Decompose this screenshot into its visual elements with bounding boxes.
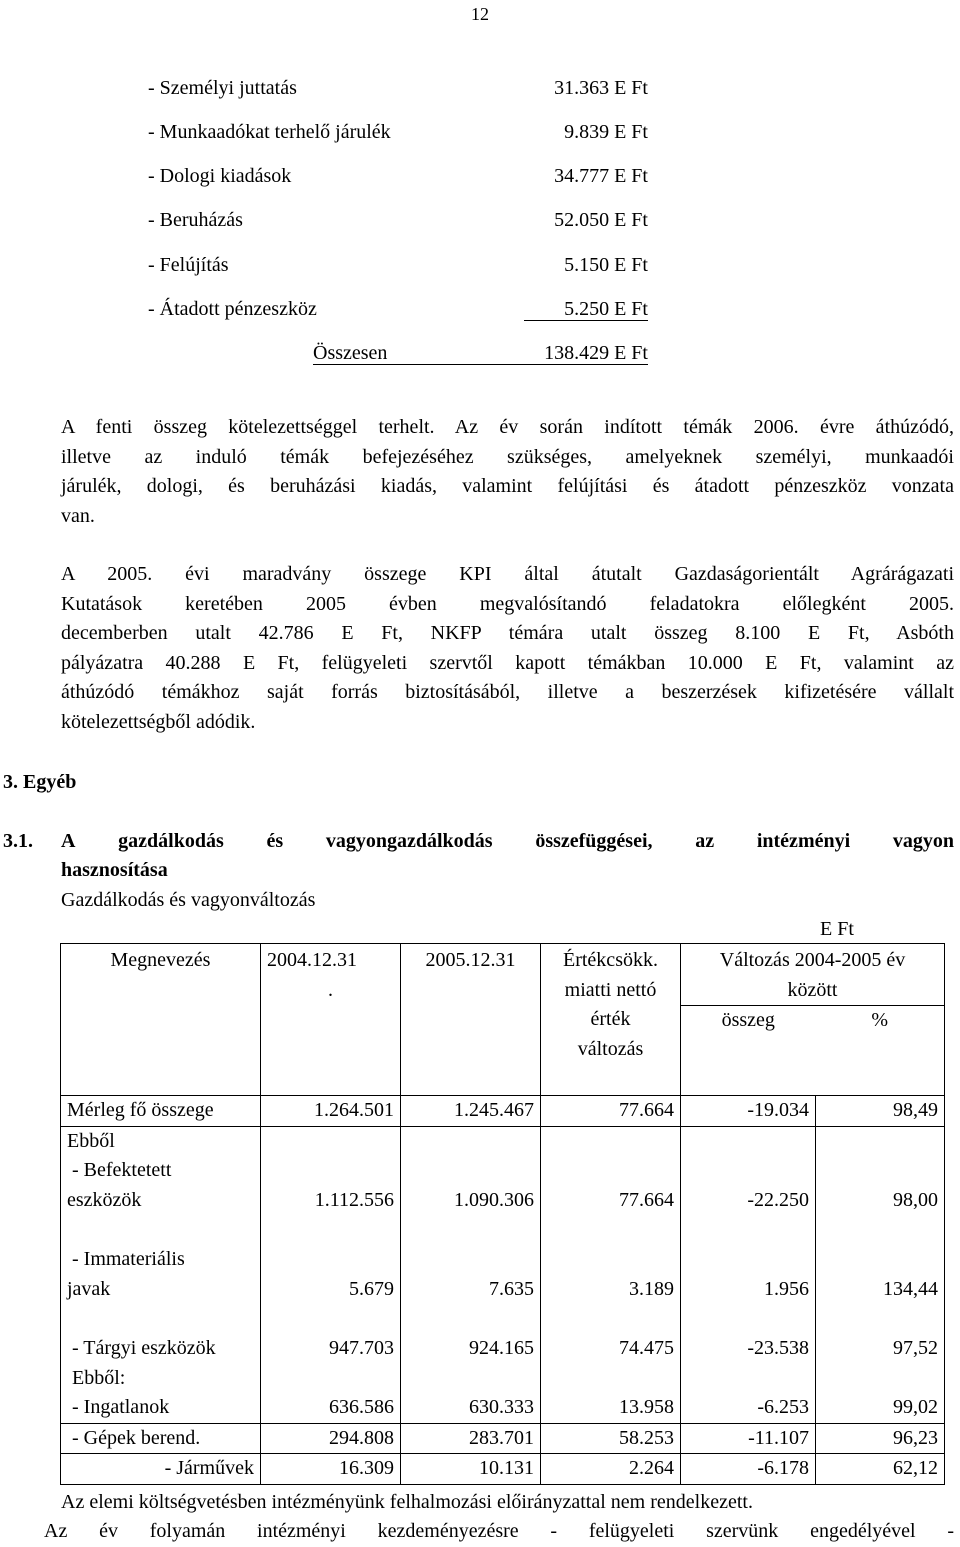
expense-total-label: Összesen <box>313 342 388 364</box>
header-cell: Értékcsökk. <box>563 949 658 971</box>
cell-2005: 630.333 <box>401 1364 541 1424</box>
row-label <box>61 1215 261 1304</box>
cell-2005: 1.245.467 <box>401 1096 541 1127</box>
expense-amount: 52.050 E Ft <box>554 209 648 231</box>
cell-pct: 62,12 <box>816 1454 945 1485</box>
table-row <box>61 1304 945 1364</box>
title-word: összefüggései, <box>535 830 653 852</box>
paragraph-line: decemberben utalt 42.786 E Ft, NKFP témára utalt összeg 8.100 E Ft, Asbóth <box>61 622 954 644</box>
expense-total-row <box>148 341 648 367</box>
subsection-title-line <box>61 829 954 853</box>
cell-pct: 98,49 <box>816 1096 945 1127</box>
header-cell: % <box>871 1009 889 1031</box>
paragraph-commitments <box>61 413 954 531</box>
row-label-line: Ebből: <box>67 1366 126 1389</box>
cell-writedown: 58.253 <box>541 1423 681 1454</box>
paragraph-line: Kutatások keretében 2005 évben megvalósítandó feladatokra előlegként 2005. <box>61 592 954 615</box>
table-header-row <box>61 944 945 1006</box>
header-change-amount <box>681 1006 816 1096</box>
table-row <box>61 1454 945 1485</box>
header-name <box>61 944 261 1096</box>
header-cell: . <box>328 978 333 1001</box>
cell-2004: 16.309 <box>261 1454 401 1485</box>
cell-pct: 98,00 <box>816 1126 945 1215</box>
title-word: gazdálkodás <box>118 830 224 852</box>
total-rule <box>313 364 648 365</box>
table-row <box>61 1096 945 1127</box>
cell-writedown: 2.264 <box>541 1454 681 1485</box>
table-row <box>61 1364 945 1424</box>
expense-row <box>148 76 648 102</box>
header-cell: érték <box>590 1008 631 1030</box>
paragraph-line: illetve az induló témák befejezéséhez szükséges, amelyeknek személyi, munkaadói <box>61 445 954 468</box>
cell-2004: 636.586 <box>261 1364 401 1424</box>
expense-amount: 5.250 E Ft <box>564 298 648 320</box>
expense-row <box>148 208 648 234</box>
header-change <box>681 944 945 1006</box>
cell-2005: 1.090.306 <box>401 1126 541 1215</box>
expense-amount: 34.777 E Ft <box>554 165 648 187</box>
table-row <box>61 1215 945 1304</box>
title-word: vagyongazdálkodás <box>325 830 493 852</box>
expense-label: - Átadott pénzeszköz <box>148 298 317 320</box>
unit-label: E Ft <box>820 918 854 940</box>
cell-2004: 5.679 <box>261 1215 401 1304</box>
sum-rule <box>524 320 648 321</box>
footer-paragraph <box>44 1517 954 1547</box>
paragraph-line: van. <box>61 504 95 527</box>
cell-pct: 134,44 <box>816 1215 945 1304</box>
cell-2005: 7.635 <box>401 1215 541 1304</box>
cell-amount: -22.250 <box>681 1126 816 1215</box>
expense-row <box>148 297 648 323</box>
header-2005 <box>401 944 541 1096</box>
section-heading: 3. Egyéb <box>3 771 77 793</box>
subsection-number: 3.1. <box>3 830 33 852</box>
cell-writedown: 77.664 <box>541 1126 681 1215</box>
header-2004 <box>261 944 401 1096</box>
cell-pct: 96,23 <box>816 1423 945 1454</box>
paragraph-line: járulék, dologi, és beruházási kiadás, valamint felújítási és átadott pénzeszköz vonzata <box>61 475 954 497</box>
cell-pct: 97,52 <box>816 1304 945 1364</box>
cell-writedown: 74.475 <box>541 1304 681 1364</box>
header-cell: miatti nettó <box>564 978 657 1001</box>
expense-label: - Munkaadókat terhelő járulék <box>148 121 391 143</box>
cell-2004: 1.112.556 <box>261 1126 401 1215</box>
title-word: A <box>61 830 76 852</box>
paragraph-line: Az év folyamán intézményi kezdeményezésre - felügyeleti szervünk engedélyével - <box>44 1520 954 1542</box>
header-cell: között <box>787 978 838 1001</box>
header-cell: változás <box>577 1037 644 1060</box>
footer-paragraph <box>61 1488 954 1518</box>
cell-2004: 294.808 <box>261 1423 401 1454</box>
expense-label: - Dologi kiadások <box>148 165 292 187</box>
cell-writedown: 3.189 <box>541 1215 681 1304</box>
header-cell: összeg <box>721 1009 775 1031</box>
subsection-subtitle: Gazdálkodás és vagyonváltozás <box>61 889 316 911</box>
paragraph-line: pályázatra 40.288 E Ft, felügyeleti szervtől kapott témákban 10.000 E Ft, valamint az <box>61 651 954 674</box>
row-label <box>61 1126 261 1215</box>
header-writedown <box>541 944 681 1096</box>
row-label <box>61 1454 261 1485</box>
title-word: vagyon <box>892 830 954 852</box>
expense-total-amount: 138.429 E Ft <box>544 342 648 364</box>
title-word: és <box>266 830 284 852</box>
cell-amount: -23.538 <box>681 1304 816 1364</box>
cell-2005: 924.165 <box>401 1304 541 1364</box>
paragraph-remainder <box>61 560 954 737</box>
row-label-line: Mérleg fő összege <box>67 1099 214 1121</box>
cell-amount: -11.107 <box>681 1423 816 1454</box>
cell-2004: 1.264.501 <box>261 1096 401 1127</box>
cell-amount: -6.253 <box>681 1364 816 1424</box>
cell-writedown: 13.958 <box>541 1364 681 1424</box>
row-label <box>61 1364 261 1424</box>
row-label-line: - Immateriális <box>67 1248 185 1270</box>
title-word: az <box>695 830 715 852</box>
row-label <box>61 1096 261 1127</box>
table-row <box>61 1423 945 1454</box>
row-label-line: eszközök <box>67 1188 142 1211</box>
expense-row <box>148 164 648 190</box>
expense-amount: 5.150 E Ft <box>564 254 648 276</box>
expense-row <box>148 253 648 279</box>
paragraph-line: A fenti összeg kötelezettséggel terhelt. Az év során indított témák 2006. évre áthúzódó, <box>61 416 954 438</box>
cell-amount: -19.034 <box>681 1096 816 1127</box>
expense-label: - Személyi juttatás <box>148 77 297 99</box>
expense-label: - Felújítás <box>148 254 229 276</box>
cell-2004: 947.703 <box>261 1304 401 1364</box>
expense-row <box>148 120 648 146</box>
cell-amount: 1.956 <box>681 1215 816 1304</box>
header-cell: Megnevezés <box>110 949 211 971</box>
paragraph-line: A 2005. évi maradvány összege KPI által átutalt Gazdaságorientált Agrárágazati <box>61 563 954 585</box>
row-label-line: - Tárgyi eszközök <box>67 1337 216 1359</box>
expense-amount: 31.363 E Ft <box>554 77 648 99</box>
paragraph-line: kötelezettségből adódik. <box>61 710 256 733</box>
asset-change-table <box>60 943 945 1485</box>
subsection-title-line: hasznosítása <box>61 859 168 881</box>
cell-writedown: 77.664 <box>541 1096 681 1127</box>
header-change-pct <box>816 1006 945 1096</box>
cell-2005: 10.131 <box>401 1454 541 1485</box>
paragraph-line: Az elemi költségvetésben intézményünk felhalmozási előirányzattal nem rendelkezett. <box>61 1491 753 1513</box>
page-number: 12 <box>471 4 489 24</box>
expense-amount: 9.839 E Ft <box>564 121 648 143</box>
row-label <box>61 1304 261 1364</box>
title-word: intézményi <box>756 830 851 852</box>
header-cell: 2005.12.31 <box>425 949 516 971</box>
cell-2005: 283.701 <box>401 1423 541 1454</box>
paragraph-line: áthúzódó témákhoz saját forrás biztosításából, illetve a beszerzések kifizetésére vállalt <box>61 681 954 703</box>
header-cell: 2004.12.31 <box>267 949 357 971</box>
row-label-line: - Gépek berend. <box>67 1426 201 1449</box>
row-label-line: javak <box>67 1277 111 1300</box>
row-label <box>61 1423 261 1454</box>
expense-label: - Beruházás <box>148 209 243 231</box>
row-label-line: Ebből <box>67 1129 115 1152</box>
cell-amount: -6.178 <box>681 1454 816 1485</box>
row-label-line: - Járművek <box>164 1457 254 1479</box>
cell-pct: 99,02 <box>816 1364 945 1424</box>
header-cell: Változás 2004-2005 év <box>719 949 906 971</box>
row-label-line: - Befektetett <box>67 1159 172 1181</box>
table-row <box>61 1126 945 1215</box>
row-label-line: - Ingatlanok <box>67 1396 170 1418</box>
